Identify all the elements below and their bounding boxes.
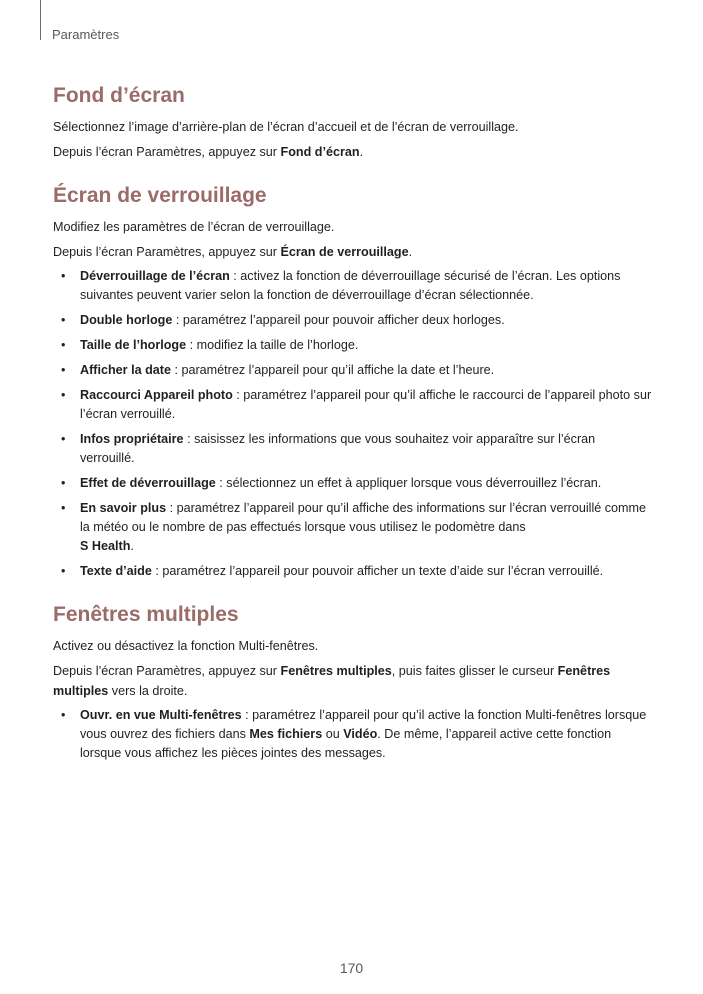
path-prefix: Depuis l’écran Paramètres, appuyez sur bbox=[53, 145, 281, 159]
list-item bbox=[53, 311, 653, 330]
option-text: : paramétrez l’appareil pour qu’il affiche le raccourci de l’appareil photo sur l’écran verrouillé. bbox=[80, 388, 652, 421]
option-text: : activez la fonction de déverrouillage sécurisé de l’écran. Les options suivantes peuvent varier selon la fonction de déverrouillage d’écran sélectionnée. bbox=[80, 269, 621, 302]
option-term: Taille de l’horloge bbox=[80, 338, 187, 352]
multiwindow-description: Activez ou désactivez la fonction Multi-fenêtres. bbox=[53, 639, 319, 653]
option-text-secondary: . bbox=[130, 539, 134, 553]
list-item bbox=[53, 386, 653, 424]
option-text: : sélectionnez un effet à appliquer lorsque vous déverrouillez l’écran. bbox=[215, 476, 602, 490]
lockscreen-options-list bbox=[53, 267, 653, 581]
list-item bbox=[53, 706, 653, 763]
running-header: Paramètres bbox=[52, 27, 120, 42]
list-item bbox=[53, 267, 653, 305]
option-text: : paramétrez l’appareil pour pouvoir afficher deux horloges. bbox=[172, 313, 505, 327]
path-prefix: Depuis l’écran Paramètres, appuyez sur bbox=[53, 245, 281, 259]
path-target: Écran de verrouillage bbox=[280, 245, 409, 259]
bullet: • bbox=[61, 432, 66, 446]
option-text: : paramétrez l’appareil pour qu’il active la fonction Multi-fenêtres lorsque vous ouvrez des fichiers dans bbox=[80, 708, 647, 741]
option-term: Effet de déverrouillage bbox=[80, 476, 216, 490]
section-title-wallpaper: Fond d’écran bbox=[53, 84, 185, 107]
option-term: Afficher la date bbox=[80, 363, 171, 377]
bullet: • bbox=[61, 564, 66, 578]
list-item bbox=[53, 499, 653, 556]
option-term: Raccourci Appareil photo bbox=[80, 388, 233, 402]
page-content bbox=[53, 82, 653, 783]
option-term: En savoir plus bbox=[80, 501, 167, 515]
option-term-video: Vidéo bbox=[343, 727, 378, 741]
bullet: • bbox=[61, 363, 66, 377]
section-multiwindow bbox=[53, 601, 653, 763]
section-title-multiwindow: Fenêtres multiples bbox=[53, 603, 239, 626]
option-term: Ouvr. en vue Multi-fenêtres bbox=[80, 708, 242, 722]
section-title-lockscreen: Écran de verrouillage bbox=[53, 184, 267, 207]
path-suffix: . bbox=[408, 245, 413, 259]
option-text-end: . De même, l’appareil active cette fonction lorsque vous affichez les pièces jointes des messages. bbox=[80, 727, 612, 760]
option-term: Double horloge bbox=[80, 313, 173, 327]
bullet: • bbox=[61, 388, 66, 402]
multiwindow-path bbox=[53, 661, 653, 701]
option-term: Texte d’aide bbox=[80, 564, 152, 578]
option-text: : saisissez les informations que vous souhaitez voir apparaître sur l’écran verrouillé. bbox=[80, 432, 596, 465]
path-middle: , puis faites glisser le curseur bbox=[391, 664, 558, 678]
wallpaper-description: Sélectionnez l’image d’arrière-plan de l’écran d’accueil et de l’écran de verrouillage. bbox=[53, 120, 519, 134]
list-item bbox=[53, 562, 653, 581]
bullet: • bbox=[61, 708, 66, 722]
list-item bbox=[53, 361, 653, 380]
page-number: 170 bbox=[339, 960, 364, 976]
header-rule bbox=[40, 0, 41, 40]
option-text: : modifiez la taille de l’horloge. bbox=[186, 338, 359, 352]
bullet: • bbox=[61, 338, 66, 352]
path-suffix: vers la droite. bbox=[108, 684, 188, 698]
option-term: Déverrouillage de l’écran bbox=[80, 269, 230, 283]
option-text: : paramétrez l’appareil pour pouvoir afficher un texte d’aide sur l’écran verrouillé. bbox=[151, 564, 604, 578]
wallpaper-path bbox=[53, 142, 653, 162]
option-text-or: ou bbox=[322, 727, 344, 741]
option-term: Infos propriétaire bbox=[80, 432, 184, 446]
path-target: Fond d’écran bbox=[280, 145, 360, 159]
bullet: • bbox=[61, 269, 66, 283]
multiwindow-options-list bbox=[53, 706, 653, 763]
path-target: Fenêtres multiples bbox=[280, 664, 392, 678]
list-item bbox=[53, 474, 653, 493]
path-target-slider: Fenêtres multiples bbox=[53, 664, 611, 698]
path-suffix: . bbox=[359, 145, 364, 159]
bullet: • bbox=[61, 501, 66, 515]
lockscreen-path bbox=[53, 242, 653, 262]
bullet: • bbox=[61, 476, 66, 490]
option-term-myfiles: Mes fichiers bbox=[249, 727, 323, 741]
option-text: : paramétrez l’appareil pour qu’il affiche des informations sur l’écran verrouillé comme la météo ou le nombre de pas effectués lorsque vous utilisez le podomètre dans bbox=[80, 501, 647, 534]
path-prefix: Depuis l’écran Paramètres, appuyez sur bbox=[53, 664, 281, 678]
section-wallpaper bbox=[53, 82, 653, 162]
option-term-secondary: S Health bbox=[80, 539, 131, 553]
section-lockscreen bbox=[53, 182, 653, 581]
list-item bbox=[53, 336, 653, 355]
bullet: • bbox=[61, 313, 66, 327]
option-text: : paramétrez l’appareil pour qu’il affiche la date et l’heure. bbox=[170, 363, 495, 377]
lockscreen-description: Modifiez les paramètres de l’écran de verrouillage. bbox=[53, 220, 335, 234]
list-item bbox=[53, 430, 653, 468]
